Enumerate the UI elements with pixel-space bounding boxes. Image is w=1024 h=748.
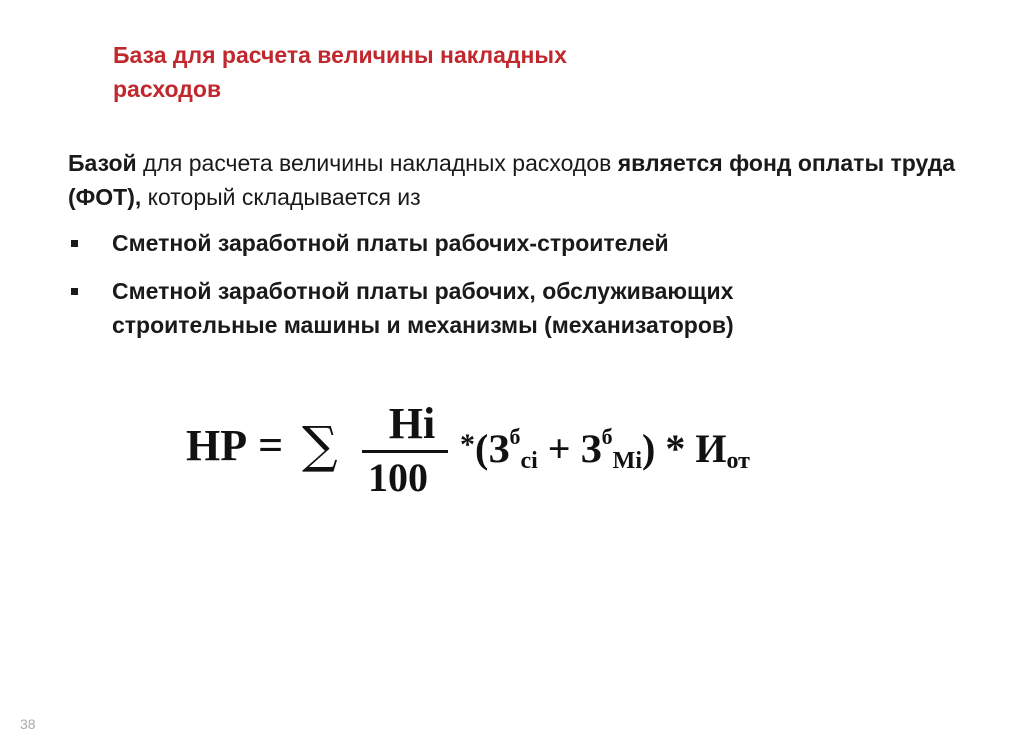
formula-sup-2: б	[601, 424, 613, 449]
formula-denominator: 100	[368, 455, 428, 500]
formula-sup-1: б	[509, 424, 521, 449]
formula-plus: + З	[537, 426, 602, 471]
page-number: 38	[20, 716, 36, 732]
intro-text-1: для расчета величины накладных расходов	[136, 150, 618, 176]
intro-text-2: который складывается из	[141, 184, 421, 210]
bullet-square-icon	[71, 288, 78, 295]
bullet-list	[68, 226, 968, 356]
formula-index: И	[695, 426, 727, 471]
sigma-icon: ∑	[302, 416, 338, 474]
slide-title-line-2: расходов	[113, 76, 222, 102]
bullet-text: Сметной заработной платы рабочих-строителей	[112, 230, 669, 256]
list-item	[68, 226, 968, 260]
intro-paragraph	[68, 146, 968, 214]
formula-sub-2: Mi	[612, 448, 642, 474]
formula-sub-1: ci	[520, 448, 538, 474]
formula-close: )	[642, 426, 656, 471]
overhead-formula	[186, 398, 806, 508]
formula-index-sub: от	[726, 448, 750, 474]
bullet-square-icon	[71, 240, 78, 247]
bullet-text-line-2: строительные машины и механизмы (механизаторов)	[112, 312, 734, 338]
formula-mult-1: *	[460, 428, 475, 461]
intro-bold-1: Базой	[68, 150, 137, 176]
bullet-text-line-1: Сметной заработной платы рабочих, обслуживающих	[112, 278, 734, 304]
list-item	[68, 274, 968, 342]
formula-lhs: НР =	[186, 421, 284, 470]
formula-open: (З	[475, 426, 510, 471]
formula-mult-2: *	[655, 426, 696, 471]
formula-rhs	[460, 424, 750, 475]
intro-bold-2: является фонд оплаты труда (ФОТ),	[68, 150, 956, 210]
slide-title-line-1: База для расчета величины накладных	[113, 42, 567, 68]
slide-title	[113, 38, 713, 106]
formula-numerator: Нi	[388, 399, 436, 448]
fraction-bar	[362, 450, 448, 453]
